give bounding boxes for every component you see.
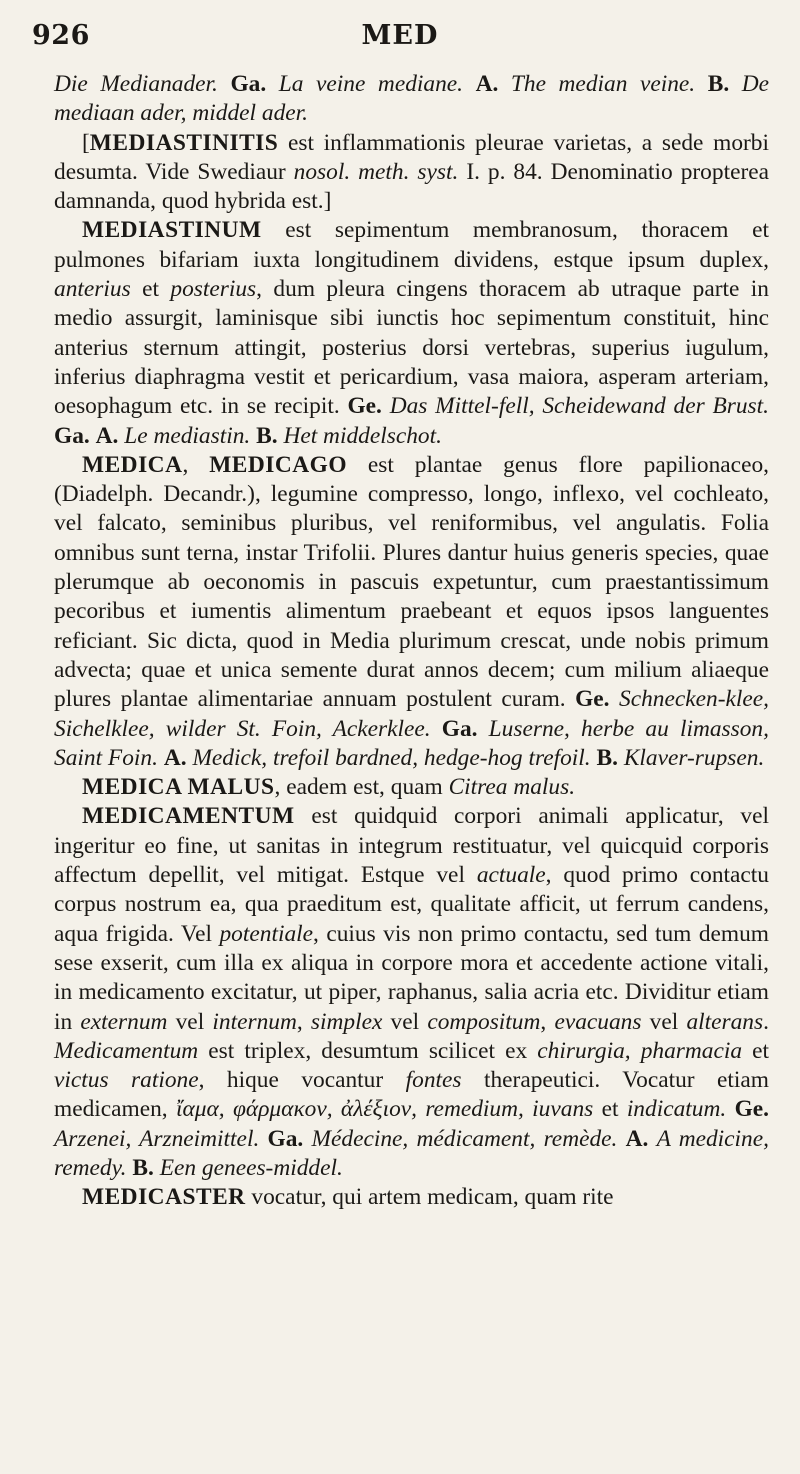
- language-label: Ga.: [230, 71, 267, 97]
- entry-text: victus ratione: [54, 1067, 199, 1094]
- entry-text: , eadem est, quam: [274, 774, 449, 801]
- entry-text: [382, 393, 390, 419]
- entry-text: [726, 1096, 734, 1122]
- entry-text: et: [742, 1037, 769, 1064]
- entry-text: Medicamentum: [54, 1037, 199, 1064]
- entry-text: therapeutici. Vocatur etiam medicamen,: [54, 1067, 769, 1123]
- language-label: Ga.: [441, 715, 478, 742]
- entry-lemma: MEDICAMENTUM: [82, 803, 295, 830]
- entry-text: [266, 71, 279, 97]
- entry-text: Luserne, herbe au limasson, Saint Foin.: [54, 715, 769, 771]
- language-label: Ga.: [267, 1125, 304, 1152]
- entry-text: et: [593, 1096, 627, 1123]
- running-head: MED: [361, 20, 439, 51]
- entry-text: Die Medianader.: [54, 71, 218, 97]
- entry-text: ἴαμα, φάρμακον, ἀλέξιον, remedium, iuvans: [176, 1096, 594, 1123]
- language-label: B.: [132, 1154, 154, 1181]
- entry-text: La veine mediane.: [278, 71, 464, 97]
- entry-text: , hique vocantur: [198, 1067, 406, 1094]
- entry-text: The median veine.: [510, 71, 696, 97]
- entry-text: , cuius vis non primo contactu, sed tum demum sese exserit, cum illa ex aliqua in corpore mora et accedente actione vitali, in medicamento excitatur, ut piper, raphanus, salia acria etc. Dividitur etiam in: [54, 920, 769, 1035]
- entry-text: Schnecken-klee, Sichelklee, wilder St. Foin, Ackerklee.: [54, 686, 769, 742]
- entry-text: posterius: [170, 276, 257, 303]
- entry-lemma: MEDICA MALUS: [82, 774, 275, 801]
- entry-text: chirurgia, pharmacia: [537, 1037, 743, 1064]
- entry-text: [610, 686, 619, 712]
- entry-text: est triplex, desumtum scilicet ex: [198, 1037, 538, 1064]
- entry-text: et: [130, 276, 171, 303]
- entry-medicamentum: [54, 802, 769, 1183]
- language-label: A.: [95, 422, 119, 449]
- entry-text: nosol. meth. syst.: [293, 158, 459, 185]
- entry-text: [303, 1126, 311, 1152]
- entry-lemma: MEDIASTINITIS: [89, 129, 279, 156]
- entry-text: I. p. 84. Denominatio propterea damnanda, quod hybrida est.]: [54, 158, 769, 215]
- page-header: [30, 20, 770, 64]
- entry-text: [729, 71, 742, 97]
- entry-medianader: [54, 70, 769, 129]
- entry-text: Citrea malus.: [448, 774, 576, 801]
- entry-text: [463, 71, 476, 97]
- entry-text: alterans: [686, 1008, 764, 1035]
- language-label: B.: [596, 744, 618, 771]
- entry-lemma: MEDICAGO: [209, 451, 348, 478]
- entry-text: internum: [212, 1008, 297, 1035]
- text-body: [54, 70, 769, 1213]
- entry-text: Klaver-rupsen.: [623, 744, 765, 771]
- entry-medica-medicago: [54, 451, 769, 773]
- language-label: Ge.: [347, 393, 382, 420]
- entry-text: fontes: [405, 1067, 462, 1094]
- entry-text: [498, 71, 511, 97]
- entry-text: , dum pleura cingens thoracem ab utraque parte in medio assurgit, laminisque sibi iunctis hoc sepimentum constituit, hinc anterius sternum attingit, posterius dorsi vertebras, superius iugulum, inferius diaphragma vestit et pericardium, vasa maiora, asperam arteriam, oesophagum etc. in se recipit.: [54, 276, 770, 420]
- entry-text: anterius: [54, 276, 131, 303]
- entry-text: Médecine, médicament, remède.: [311, 1125, 618, 1152]
- entry-text: Het middelschot.: [283, 422, 442, 449]
- entry-text: .: [763, 1008, 769, 1035]
- entry-text: ,: [182, 451, 210, 478]
- entry-text: [431, 716, 442, 742]
- language-label: Ga.: [54, 422, 90, 449]
- entry-text: est quidquid corpori animali applicatur, vel ingeritur eo fine, ut sanitas in integrum restituatur, vel quicquid corporis affectum depellit, vel mitigat. Estque vel: [54, 803, 769, 889]
- entry-medicaster: [54, 1183, 769, 1212]
- entry-text: [218, 71, 231, 97]
- entry-text: [: [82, 129, 90, 156]
- entry-text: vel: [641, 1008, 687, 1035]
- entry-text: A medicine, remedy.: [54, 1125, 769, 1181]
- entry-text: externum: [80, 1008, 168, 1035]
- entry-text: Medick, trefoil bardned, hedge-hog trefoil.: [192, 744, 591, 771]
- entry-text: simplex: [310, 1008, 383, 1035]
- entry-text: , quod primo contactu corpus nostrum ea, qua praeditum est, qualitate afficit, ut ferrum candens, aqua frigida. Vel: [54, 862, 769, 947]
- entry-text: De mediaan ader, middel ader.: [54, 71, 770, 127]
- entry-text: potentiale: [219, 920, 314, 947]
- entry-text: vel: [167, 1008, 213, 1035]
- entry-text: actuale: [476, 862, 546, 889]
- entry-mediastinum: [54, 216, 769, 450]
- entry-text: [259, 1126, 267, 1152]
- language-label: Ge.: [734, 1096, 769, 1123]
- entry-text: est inflammationis pleurae varietas, a sede morbi desumta. Vide Swediaur: [54, 129, 769, 185]
- entry-text: evacuans: [554, 1008, 642, 1035]
- entry-text: Een genees-middel.: [159, 1154, 343, 1181]
- language-label: A.: [625, 1125, 649, 1152]
- entry-text: est sepimentum membranosum, thoracem et pulmones bifariam iuxta longitudinem dividens, estque ipsum duplex,: [54, 217, 769, 273]
- page-number: 926: [32, 20, 90, 51]
- entry-medica-malus: [54, 773, 769, 802]
- entry-text: vocatur, qui artem medicam, quam rite: [245, 1184, 614, 1211]
- entry-lemma: MEDICASTER: [82, 1184, 246, 1211]
- language-label: A.: [163, 744, 187, 771]
- language-label: B.: [256, 422, 278, 449]
- entry-text: indicatum.: [626, 1096, 727, 1123]
- language-label: B.: [707, 71, 730, 97]
- entry-text: compositum: [427, 1008, 541, 1035]
- entry-mediastinitis: [54, 129, 769, 217]
- language-label: A.: [475, 71, 499, 97]
- entry-text: Le mediastin.: [124, 422, 251, 449]
- entry-text: Das Mittel-fell, Scheidewand der Brust.: [389, 393, 769, 420]
- entry-lemma: MEDIASTINUM: [82, 217, 262, 244]
- entry-text: ,: [540, 1008, 555, 1035]
- entry-lemma: MEDICA: [82, 451, 183, 478]
- entry-text: [695, 71, 708, 97]
- entry-text: est plantae genus flore papilionaceo, (Diadelph. Decandr.), legumine compresso, longo, inflexo, vel cochleato, vel falcato, seminibus pluribus, vel reniformibus, vel angulatis. Folia omnibus sunt terna, instar Trifolii. Plures dantur huius generis species, quae plerumque ab oeconomis in pascuis expetuntur, cum praestantissimum pecoribus et iumentis alimentum praebeant et equos ipsos languentes reficiant. Sic dicta, quod in Media plurimum crescat, unde nobis primum advecta; quae et unica semente durat annos decem; cum milium aliaeque plures plantae alimentariae annuam postulent curam.: [54, 451, 769, 713]
- entry-text: Arzenei, Arzneimittel.: [54, 1125, 260, 1152]
- entry-text: [617, 1126, 625, 1152]
- language-label: Ge.: [575, 686, 610, 713]
- entry-text: [478, 716, 489, 742]
- entry-text: [648, 1126, 656, 1152]
- entry-text: ,: [296, 1008, 311, 1035]
- entry-text: vel: [382, 1008, 428, 1035]
